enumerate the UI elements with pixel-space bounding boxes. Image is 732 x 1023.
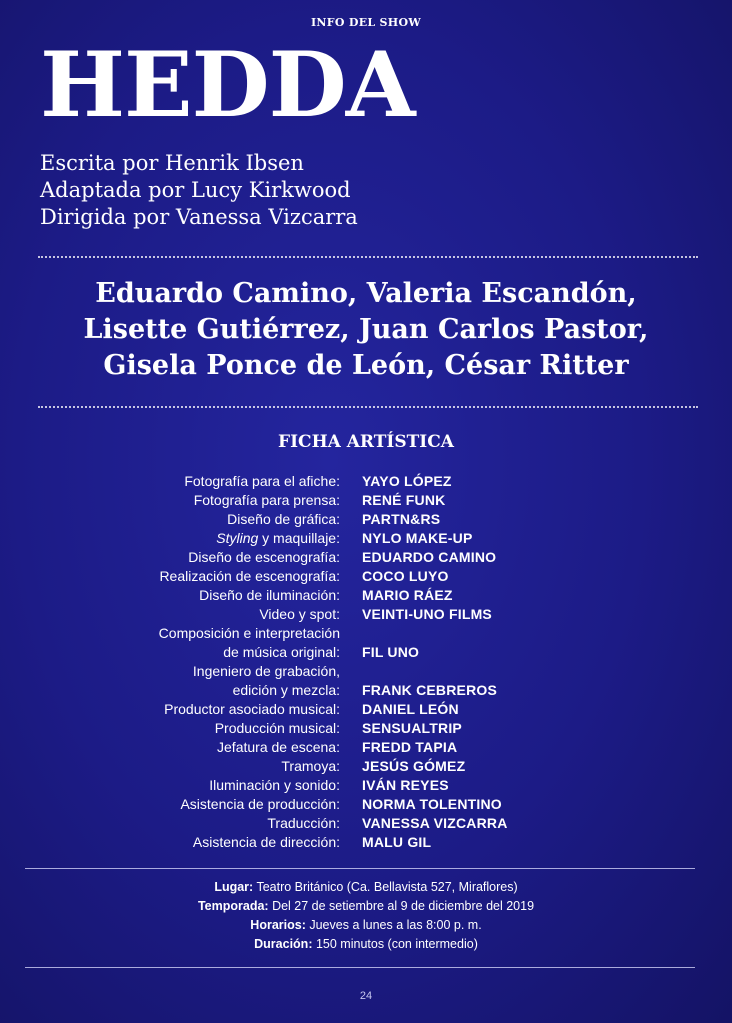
ficha-role-rest: y maquillaje: (262, 530, 340, 546)
ficha-row (0, 643, 732, 662)
cast-line: Eduardo Camino, Valeria Escandón, (95, 278, 637, 309)
ficha-role (0, 529, 348, 548)
credit-director: Dirigida por Vanessa Vizcarra (40, 205, 358, 229)
ficha-role: Diseño de iluminación: (199, 587, 340, 603)
credit-adapter: Adaptada por Lucy Kirkwood (40, 178, 351, 202)
ficha-role: Iluminación y sonido: (209, 777, 340, 793)
ficha-row (0, 700, 732, 719)
ficha-role: Asistencia de dirección: (192, 834, 340, 850)
credit-writer: Escrita por Henrik Ibsen (40, 151, 304, 175)
ficha-row (0, 681, 732, 700)
info-temporada-label: Temporada: (197, 899, 269, 913)
show-info (0, 878, 732, 954)
ficha-row (0, 624, 732, 643)
info-duracion-label: Duración: (254, 937, 313, 951)
credits-block (40, 150, 358, 231)
ficha-row (0, 776, 732, 795)
info-horarios-value: Jueves a lunes a las 8:00 p. m. (309, 918, 482, 932)
solid-divider (25, 967, 695, 968)
ficha-title: FICHA ARTÍSTICA (278, 432, 454, 452)
info-temporada (0, 897, 732, 916)
ficha-role: Tramoya: (281, 758, 340, 774)
info-lugar-value: Teatro Británico (Ca. Bellavista 527, Miraflores) (256, 880, 518, 894)
ficha-name (348, 624, 362, 643)
ficha-row (0, 586, 732, 605)
ficha-role: de música original: (223, 644, 340, 660)
ficha-role: Ingeniero de grabación, (192, 663, 340, 679)
cast-block (0, 276, 732, 384)
ficha-name: SENSUALTRIP (362, 720, 462, 736)
ficha-name: FIL UNO (362, 644, 420, 660)
dotted-divider (38, 256, 698, 258)
ficha-name: EDUARDO CAMINO (362, 549, 497, 565)
info-lugar-label: Lugar: (214, 880, 254, 894)
info-horarios (0, 916, 732, 935)
ficha-name: FRANK CEBREROS (362, 682, 498, 698)
dotted-divider (38, 406, 698, 408)
ficha-role: Asistencia de producción: (180, 796, 340, 812)
cast-line: Gisela Ponce de León, César Ritter (103, 350, 629, 381)
ficha-row (0, 567, 732, 586)
ficha-name: FREDD TAPIA (362, 739, 458, 755)
ficha-role: Productor asociado musical: (164, 701, 340, 717)
ficha-name: MALU GIL (362, 834, 432, 850)
show-title: HEDDA (40, 32, 415, 138)
ficha-name: NYLO MAKE-UP (362, 530, 473, 546)
ficha-name: NORMA TOLENTINO (362, 796, 502, 812)
ficha-name: VEINTI-UNO FILMS (362, 606, 492, 622)
ficha-role: Realización de escenografía: (159, 568, 340, 584)
ficha-row (0, 814, 732, 833)
ficha-name: VANESSA VIZCARRA (362, 815, 508, 831)
ficha-name: PARTN&RS (362, 511, 441, 527)
ficha-row (0, 548, 732, 567)
ficha-name (348, 662, 362, 681)
info-duracion (0, 935, 732, 954)
ficha-row (0, 757, 732, 776)
ficha-row (0, 662, 732, 681)
ficha-role: Diseño de escenografía: (188, 549, 340, 565)
ficha-row (0, 795, 732, 814)
ficha-role-italic: Styling (216, 530, 259, 546)
ficha-role: Composición e interpretación (158, 625, 340, 641)
ficha-row (0, 738, 732, 757)
ficha-name: MARIO RÁEZ (362, 587, 453, 603)
ficha-row (0, 529, 732, 548)
info-duracion-value: 150 minutos (con intermedio) (315, 937, 478, 951)
ficha-row (0, 510, 732, 529)
ficha-role: Producción musical: (214, 720, 340, 736)
ficha-row (0, 605, 732, 624)
ficha-role: Fotografía para el afiche: (184, 473, 340, 489)
ficha-role: Fotografía para prensa: (193, 492, 340, 508)
ficha-name: JESÚS GÓMEZ (362, 758, 466, 774)
ficha-role: Diseño de gráfica: (227, 511, 340, 527)
ficha-name: COCO LUYO (362, 568, 449, 584)
ficha-row (0, 491, 732, 510)
ficha-name: RENÉ FUNK (362, 492, 446, 508)
cast-line: Lisette Gutiérrez, Juan Carlos Pastor, (83, 314, 649, 345)
ficha-role: edición y mezcla: (232, 682, 340, 698)
page-number: 24 (359, 990, 373, 1002)
ficha-table (0, 472, 732, 852)
info-horarios-label: Horarios: (250, 918, 306, 932)
ficha-name: YAYO LÓPEZ (362, 473, 452, 489)
ficha-row (0, 719, 732, 738)
info-lugar (0, 878, 732, 897)
ficha-role: Jefatura de escena: (217, 739, 340, 755)
ficha-name: DANIEL LEÓN (362, 701, 459, 717)
info-temporada-value: Del 27 de setiembre al 9 de diciembre del 2019 (272, 899, 535, 913)
ficha-row (0, 833, 732, 852)
section-label: INFO DEL SHOW (310, 16, 422, 29)
ficha-role: Video y spot: (259, 606, 340, 622)
ficha-row (0, 472, 732, 491)
ficha-name: IVÁN REYES (362, 777, 449, 793)
solid-divider (25, 868, 695, 869)
ficha-role: Traducción: (267, 815, 340, 831)
